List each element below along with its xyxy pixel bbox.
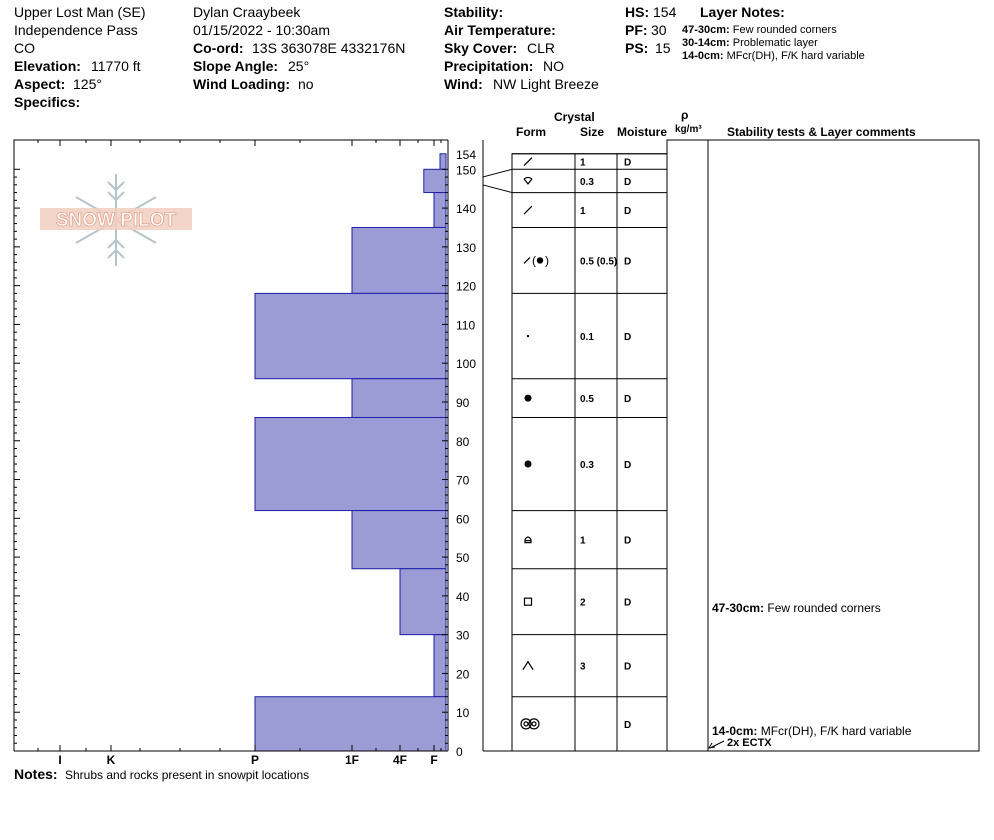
layer-comment: 14-0cm: MFcr(DH), F/K hard variable xyxy=(712,723,912,738)
hardness-bar xyxy=(255,697,446,751)
pf-value: 30 xyxy=(651,22,667,38)
moisture: D xyxy=(624,460,632,472)
surface-hoar-icon xyxy=(524,177,532,184)
table-grid xyxy=(512,154,667,751)
depth-hoar-icon xyxy=(523,662,533,670)
moisture: D xyxy=(624,176,632,188)
hardness-bar xyxy=(352,227,446,293)
moisture: D xyxy=(624,661,632,673)
col-form: Form xyxy=(516,125,546,139)
stability-label: Stability: xyxy=(444,4,504,20)
pf-label: PF: xyxy=(625,22,648,38)
moisture: D xyxy=(624,597,632,609)
layer-connector xyxy=(483,185,512,193)
melt-freeze-icon xyxy=(521,719,539,729)
hs-value: 154 xyxy=(653,4,677,20)
small-rounds-icon xyxy=(527,335,529,337)
aspect-label: Aspect: xyxy=(14,76,66,92)
col-moisture: Moisture xyxy=(617,125,668,139)
moisture: D xyxy=(624,332,632,344)
height-label: 40 xyxy=(456,589,470,604)
layer-note: 47-30cm: Few rounded corners xyxy=(682,24,837,36)
layer-note: 14-0cm: MFcr(DH), F/K hard variable xyxy=(682,50,865,62)
hardness-bar xyxy=(352,379,446,418)
col-density-unit: kg/m³ xyxy=(675,124,702,135)
stability-column xyxy=(667,140,979,751)
notes-text: Shrubs and rocks present in snowpit locations xyxy=(65,768,310,782)
grain-size: 0.5 (0.5) xyxy=(580,256,618,268)
height-label: 30 xyxy=(456,628,470,643)
height-label: 100 xyxy=(456,357,477,372)
decomposing-rounds-icon xyxy=(524,253,549,267)
layer-notes-label: Layer Notes: xyxy=(700,4,785,20)
grain-size: 0.3 xyxy=(580,460,594,472)
col-size: Size xyxy=(580,125,605,139)
wind-label: Wind: xyxy=(444,76,483,92)
rounding-facets-icon xyxy=(525,537,531,543)
height-label: 10 xyxy=(456,706,470,721)
rounds-icon xyxy=(525,395,532,402)
height-label: 120 xyxy=(456,279,477,294)
windload-value: no xyxy=(298,76,314,92)
decomposing-icon xyxy=(524,206,532,214)
precip-value: NO xyxy=(543,58,564,74)
grain-size: 1 xyxy=(580,157,586,169)
hardness-bar xyxy=(400,569,446,635)
col-crystal: Crystal xyxy=(554,110,595,124)
grain-size: 1 xyxy=(580,206,586,218)
grain-size: 0.3 xyxy=(580,176,594,188)
height-label: 154 xyxy=(456,147,477,162)
logo-text: SNOW PILOT xyxy=(55,210,177,231)
height-label: 50 xyxy=(456,551,470,566)
col-stability: Stability tests & Layer comments xyxy=(727,125,916,139)
location: Upper Lost Man (SE) xyxy=(14,4,146,20)
rounds-icon xyxy=(525,461,532,468)
hardness-bar xyxy=(352,511,446,569)
layer-note: 30-14cm: Problematic layer xyxy=(682,37,818,49)
area: Independence Pass xyxy=(14,22,138,38)
height-label: 70 xyxy=(456,473,470,488)
precip-label: Precipitation: xyxy=(444,58,534,74)
decomposing-icon xyxy=(524,158,532,166)
height-label: 150 xyxy=(456,163,477,178)
height-label: 80 xyxy=(456,434,470,449)
grain-size: 0.1 xyxy=(580,332,594,344)
grain-size: 0.5 xyxy=(580,394,594,406)
hardness-bar xyxy=(255,417,446,510)
layer-connector xyxy=(483,169,512,177)
hardness-label: 4F xyxy=(392,753,408,767)
sky-label: Sky Cover: xyxy=(444,40,518,56)
ps-label: PS: xyxy=(625,40,649,56)
height-label: 110 xyxy=(456,318,476,333)
hardness-bar xyxy=(424,169,446,192)
layer-comment: 47-30cm: Few rounded corners xyxy=(712,600,881,615)
slope-label: Slope Angle: xyxy=(193,58,279,74)
hardness-label: I xyxy=(58,753,62,767)
ps-value: 15 xyxy=(655,40,671,56)
moisture: D xyxy=(624,719,632,731)
elevation-label: Elevation: xyxy=(14,58,81,74)
hardness-label: P xyxy=(250,753,260,767)
height-label: 140 xyxy=(456,202,477,217)
specifics-label: Specifics: xyxy=(14,94,81,110)
height-label: 60 xyxy=(456,512,470,527)
observer: Dylan Craaybeek xyxy=(193,4,301,20)
hardness-label: K xyxy=(106,753,116,767)
grain-size: 2 xyxy=(580,597,586,609)
hardness-label: 1F xyxy=(344,753,360,767)
hardness-label: F xyxy=(430,753,438,767)
coord-value: 13S 363078E 4332176N xyxy=(252,40,406,56)
moisture: D xyxy=(624,256,632,268)
height-label: 20 xyxy=(456,667,470,682)
sky-value: CLR xyxy=(527,40,556,56)
svg-text:): ) xyxy=(545,253,549,268)
moisture: D xyxy=(624,535,632,547)
grain-size: 1 xyxy=(580,535,586,547)
coord-label: Co-ord: xyxy=(193,40,244,56)
hardness-bar xyxy=(255,293,446,378)
hs-label: HS: xyxy=(625,4,650,20)
wind-value: NW Light Breeze xyxy=(493,76,599,92)
height-label: 90 xyxy=(456,395,470,410)
hardness-bar xyxy=(434,635,446,697)
moisture: D xyxy=(624,206,632,218)
moisture: D xyxy=(624,157,632,169)
faceted-icon xyxy=(525,598,532,605)
datetime: 01/15/2022 - 10:30am xyxy=(193,22,330,38)
hardness-bar xyxy=(440,154,446,170)
height-label: 0 xyxy=(456,745,463,759)
test-arrow xyxy=(710,741,724,748)
svg-text:(: ( xyxy=(532,253,536,268)
height-label: 130 xyxy=(456,240,477,255)
hardness-bar xyxy=(434,193,446,228)
moisture: D xyxy=(624,394,632,406)
elevation-value: 11770 ft xyxy=(91,58,141,74)
test-result: 2x ECTX xyxy=(727,737,772,749)
aspect-value: 125° xyxy=(73,76,102,92)
airtemp-label: Air Temperature: xyxy=(444,22,556,38)
notes-label: Notes: xyxy=(14,766,58,782)
col-rho: ρ xyxy=(681,108,689,122)
grain-size: 3 xyxy=(580,661,586,673)
windload-label: Wind Loading: xyxy=(193,76,291,92)
state: CO xyxy=(14,40,35,56)
slope-value: 25° xyxy=(288,58,310,74)
